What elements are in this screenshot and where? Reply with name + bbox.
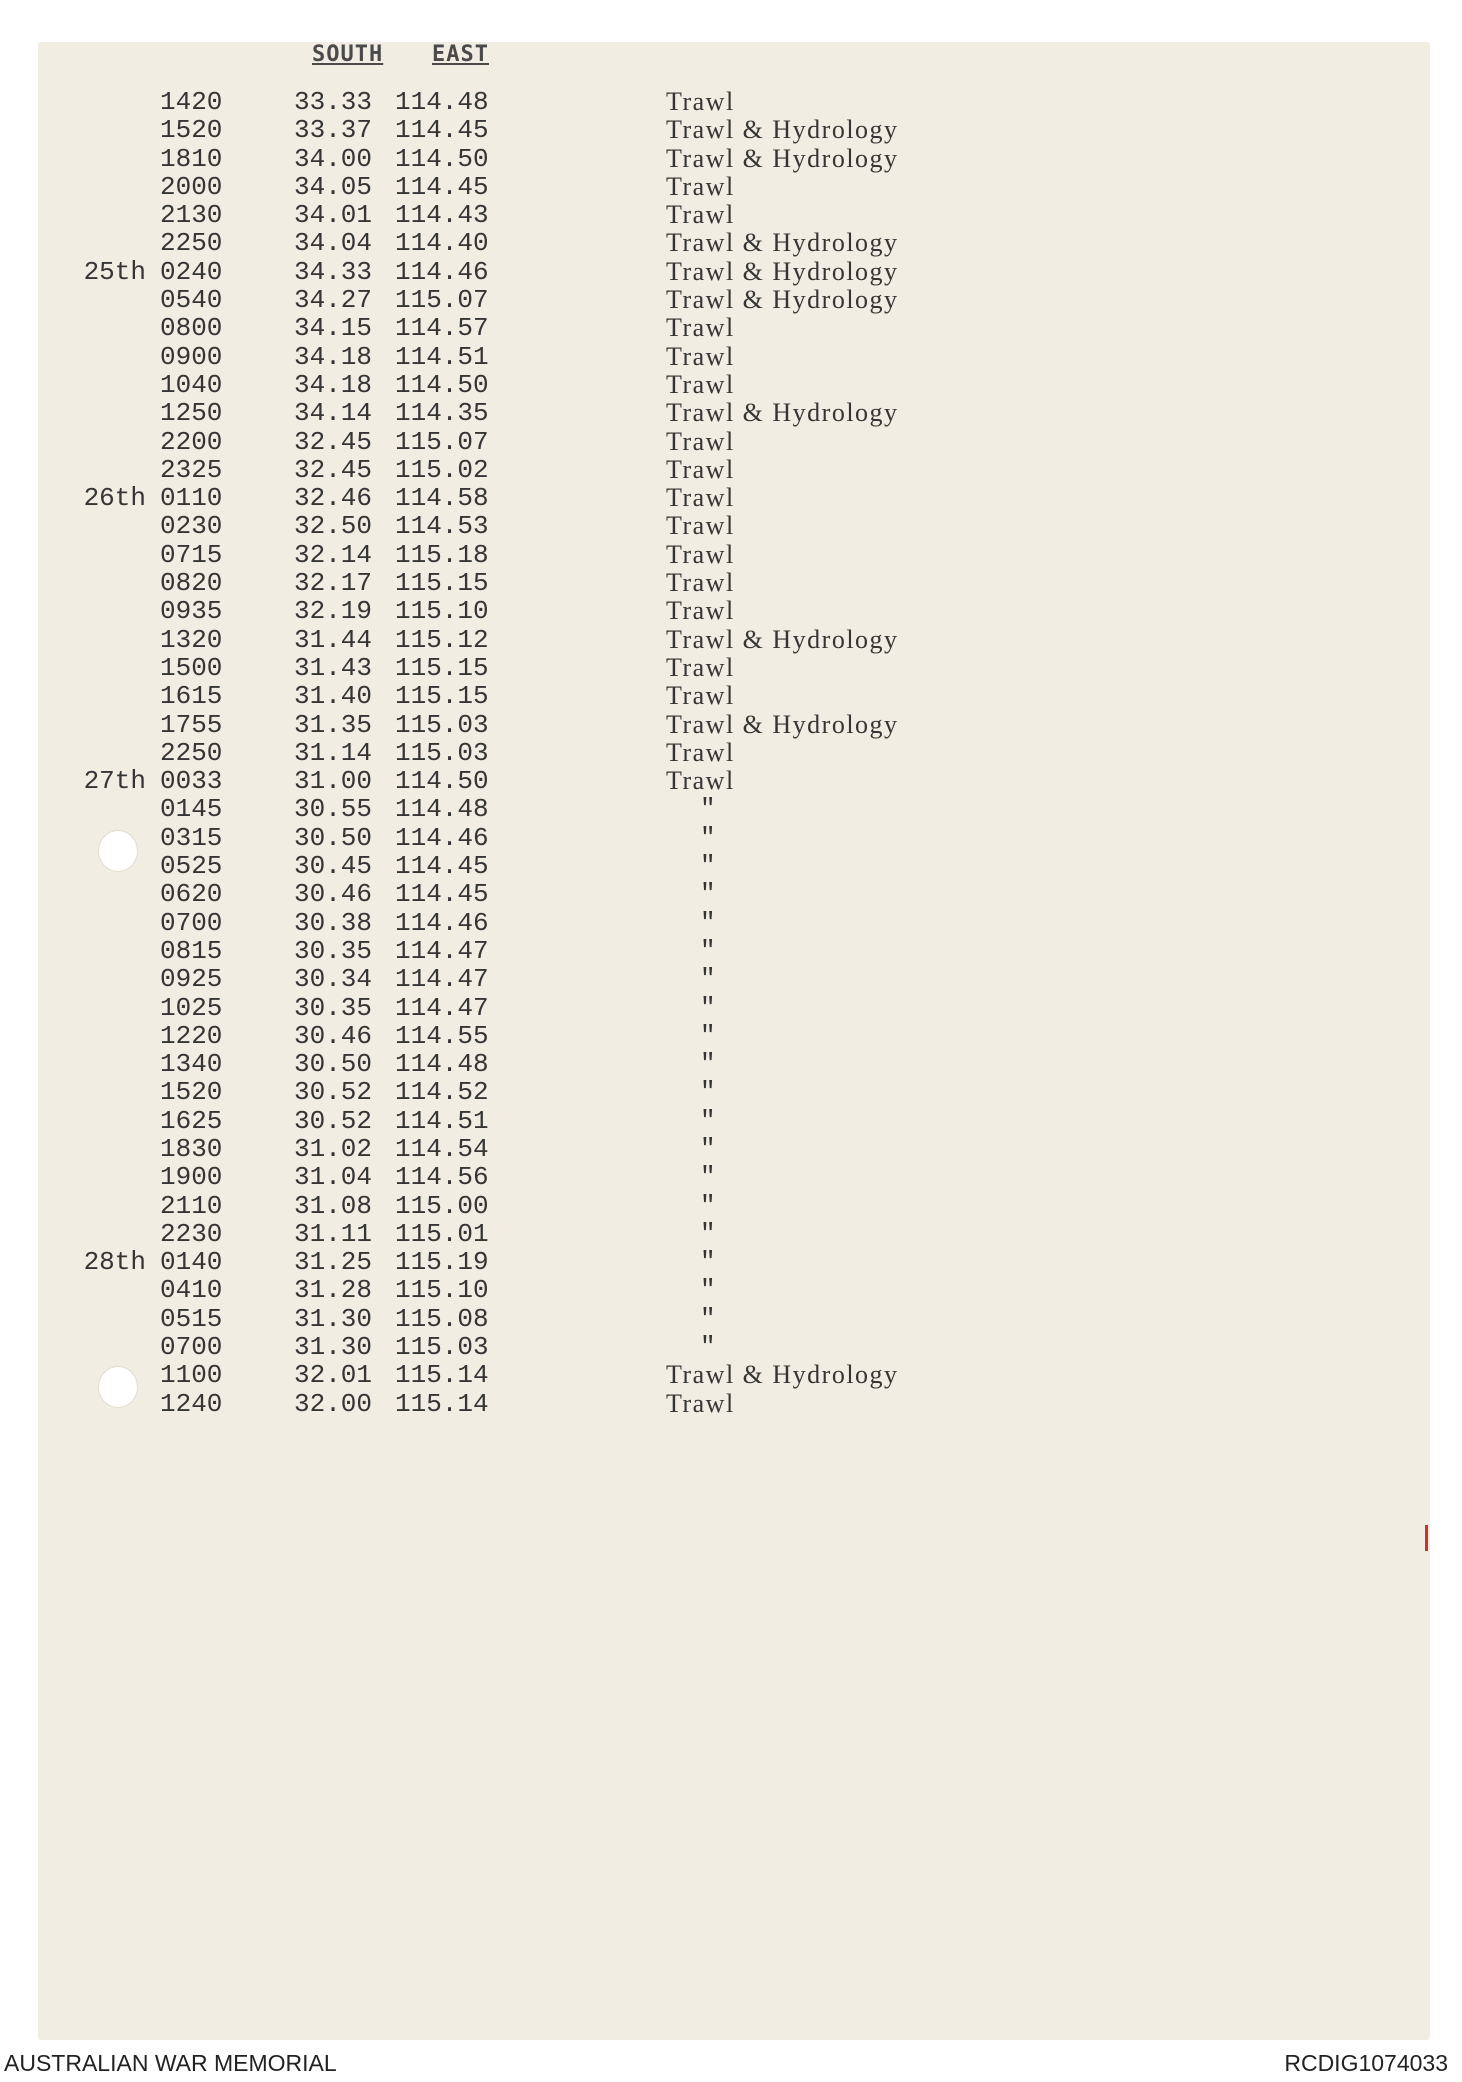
row-longitude: 115.03 xyxy=(395,737,489,768)
row-time: 0935 xyxy=(160,596,223,627)
row-latitude: 30.35 xyxy=(294,992,373,1023)
row-activity: Trawl & Hydrology xyxy=(666,624,899,654)
row-time: 0525 xyxy=(160,851,223,882)
row-activity: " xyxy=(700,1049,716,1080)
row-latitude: 32.19 xyxy=(294,596,373,627)
row-latitude: 31.02 xyxy=(294,1133,373,1164)
table-row xyxy=(0,286,1462,314)
row-time: 0620 xyxy=(160,879,223,910)
table-row xyxy=(0,371,1462,399)
row-time: 1900 xyxy=(160,1162,223,1193)
row-time: 2130 xyxy=(160,200,223,231)
row-latitude: 31.30 xyxy=(294,1303,373,1334)
table-row xyxy=(0,512,1462,540)
row-latitude: 31.11 xyxy=(294,1218,373,1249)
table-row xyxy=(0,569,1462,597)
row-activity: Trawl xyxy=(666,369,735,399)
table-row xyxy=(0,541,1462,569)
row-longitude: 114.35 xyxy=(395,398,489,429)
row-latitude: 31.44 xyxy=(294,624,373,655)
row-time: 2230 xyxy=(160,1218,223,1249)
row-time: 0515 xyxy=(160,1303,223,1334)
table-row xyxy=(0,682,1462,710)
table-row xyxy=(0,994,1462,1022)
row-longitude: 114.50 xyxy=(395,143,489,174)
row-longitude: 114.57 xyxy=(395,313,489,344)
row-latitude: 32.46 xyxy=(294,483,373,514)
row-latitude: 30.46 xyxy=(294,879,373,910)
row-longitude: 115.03 xyxy=(395,709,489,740)
row-activity: " xyxy=(700,1077,716,1108)
row-activity: Trawl & Hydrology xyxy=(666,398,899,428)
table-row xyxy=(0,597,1462,625)
row-latitude: 30.46 xyxy=(294,1020,373,1051)
table-row xyxy=(0,1333,1462,1361)
row-time: 1420 xyxy=(160,87,223,117)
table-row xyxy=(0,258,1462,286)
row-activity: Trawl xyxy=(666,313,735,343)
row-latitude: 31.40 xyxy=(294,681,373,712)
table-row xyxy=(0,201,1462,229)
row-date: 28th xyxy=(83,1247,146,1278)
row-latitude: 31.25 xyxy=(294,1247,373,1278)
heading-east: EAST xyxy=(432,42,489,67)
row-time: 1250 xyxy=(160,398,223,429)
row-longitude: 114.52 xyxy=(395,1077,489,1108)
row-longitude: 115.00 xyxy=(395,1190,489,1221)
row-longitude: 115.07 xyxy=(395,426,489,457)
row-latitude: 31.30 xyxy=(294,1332,373,1363)
row-longitude: 114.43 xyxy=(395,200,489,231)
row-activity: Trawl xyxy=(666,681,735,711)
row-time: 1320 xyxy=(160,624,223,655)
row-time: 0110 xyxy=(160,483,223,514)
row-time: 1500 xyxy=(160,652,223,683)
row-longitude: 115.15 xyxy=(395,681,489,712)
row-latitude: 31.14 xyxy=(294,737,373,768)
row-longitude: 115.08 xyxy=(395,1303,489,1334)
table-row xyxy=(0,314,1462,342)
row-latitude: 30.38 xyxy=(294,907,373,938)
row-longitude: 114.50 xyxy=(395,369,489,400)
row-activity: Trawl xyxy=(666,766,735,796)
table-row xyxy=(0,1078,1462,1106)
table-row xyxy=(0,795,1462,823)
row-time: 1520 xyxy=(160,1077,223,1108)
row-latitude: 34.05 xyxy=(294,171,373,202)
row-latitude: 34.27 xyxy=(294,285,373,316)
row-activity: Trawl xyxy=(666,539,735,569)
row-longitude: 114.50 xyxy=(395,766,489,797)
row-latitude: 34.18 xyxy=(294,369,373,400)
row-longitude: 114.55 xyxy=(395,1020,489,1051)
table-row xyxy=(0,428,1462,456)
row-activity: Trawl xyxy=(666,454,735,484)
row-activity: Trawl xyxy=(666,1388,735,1418)
row-activity: Trawl & Hydrology xyxy=(666,256,899,286)
row-time: 0700 xyxy=(160,907,223,938)
table-row xyxy=(0,484,1462,512)
row-activity: Trawl & Hydrology xyxy=(666,143,899,173)
row-latitude: 32.45 xyxy=(294,454,373,485)
row-time: 2250 xyxy=(160,228,223,259)
row-time: 0240 xyxy=(160,256,223,287)
row-longitude: 115.15 xyxy=(395,568,489,599)
table-row xyxy=(0,145,1462,173)
row-longitude: 115.18 xyxy=(395,539,489,570)
row-activity: " xyxy=(700,1332,716,1363)
row-activity: " xyxy=(700,851,716,882)
row-activity: Trawl xyxy=(666,568,735,598)
row-latitude: 32.14 xyxy=(294,539,373,570)
row-longitude: 115.10 xyxy=(395,596,489,627)
row-latitude: 34.01 xyxy=(294,200,373,231)
row-longitude: 114.47 xyxy=(395,964,489,995)
row-time: 1040 xyxy=(160,369,223,400)
row-activity: " xyxy=(700,1303,716,1334)
row-activity: " xyxy=(700,1133,716,1164)
row-latitude: 32.50 xyxy=(294,511,373,542)
row-time: 0925 xyxy=(160,964,223,995)
row-latitude: 30.34 xyxy=(294,964,373,995)
row-latitude: 32.00 xyxy=(294,1388,373,1419)
row-latitude: 31.08 xyxy=(294,1190,373,1221)
table-row xyxy=(0,343,1462,371)
table-row xyxy=(0,1305,1462,1333)
row-activity: " xyxy=(700,1247,716,1278)
table-row xyxy=(0,1107,1462,1135)
row-longitude: 115.01 xyxy=(395,1218,489,1249)
log-table xyxy=(0,88,1462,1418)
row-date: 26th xyxy=(83,483,146,514)
edge-mark xyxy=(1425,1525,1428,1551)
row-longitude: 115.14 xyxy=(395,1360,489,1391)
row-latitude: 32.17 xyxy=(294,568,373,599)
row-longitude: 115.02 xyxy=(395,454,489,485)
row-longitude: 114.58 xyxy=(395,483,489,514)
row-latitude: 30.50 xyxy=(294,822,373,853)
row-time: 1340 xyxy=(160,1049,223,1080)
row-longitude: 115.10 xyxy=(395,1275,489,1306)
row-activity: Trawl & Hydrology xyxy=(666,709,899,739)
row-latitude: 31.04 xyxy=(294,1162,373,1193)
row-longitude: 114.48 xyxy=(395,87,489,117)
row-latitude: 31.28 xyxy=(294,1275,373,1306)
table-row xyxy=(0,1192,1462,1220)
table-row xyxy=(0,1390,1462,1418)
table-row xyxy=(0,739,1462,767)
table-row xyxy=(0,1022,1462,1050)
table-row xyxy=(0,1248,1462,1276)
row-latitude: 30.52 xyxy=(294,1077,373,1108)
row-time: 1615 xyxy=(160,681,223,712)
row-activity: Trawl & Hydrology xyxy=(666,1360,899,1390)
row-activity: " xyxy=(700,822,716,853)
row-longitude: 114.54 xyxy=(395,1133,489,1164)
row-activity: " xyxy=(700,907,716,938)
row-activity: Trawl xyxy=(666,87,735,116)
row-latitude: 32.45 xyxy=(294,426,373,457)
row-longitude: 114.48 xyxy=(395,794,489,825)
row-date: 25th xyxy=(83,256,146,287)
table-row xyxy=(0,229,1462,257)
footer-institution: AUSTRALIAN WAR MEMORIAL xyxy=(4,2050,337,2076)
row-time: 1810 xyxy=(160,143,223,174)
row-activity: Trawl xyxy=(666,483,735,513)
row-longitude: 114.45 xyxy=(395,879,489,910)
table-row xyxy=(0,1220,1462,1248)
row-time: 1755 xyxy=(160,709,223,740)
row-latitude: 34.04 xyxy=(294,228,373,259)
row-time: 2000 xyxy=(160,171,223,202)
row-activity: " xyxy=(700,879,716,910)
row-time: 0800 xyxy=(160,313,223,344)
row-activity: " xyxy=(700,1275,716,1306)
row-activity: Trawl xyxy=(666,652,735,682)
row-longitude: 114.46 xyxy=(395,907,489,938)
heading-south: SOUTH xyxy=(312,42,384,67)
row-activity: Trawl & Hydrology xyxy=(666,228,899,258)
row-time: 0820 xyxy=(160,568,223,599)
row-time: 0140 xyxy=(160,1247,223,1278)
row-longitude: 114.40 xyxy=(395,228,489,259)
row-time: 1240 xyxy=(160,1388,223,1419)
row-time: 1220 xyxy=(160,1020,223,1051)
row-longitude: 114.45 xyxy=(395,171,489,202)
table-row xyxy=(0,116,1462,144)
row-activity: " xyxy=(700,992,716,1023)
row-longitude: 114.46 xyxy=(395,256,489,287)
table-row xyxy=(0,937,1462,965)
table-row xyxy=(0,173,1462,201)
footer-record-id: RCDIG1074033 xyxy=(1284,2050,1448,2076)
row-activity: Trawl xyxy=(666,596,735,626)
footer-bar xyxy=(0,2042,1462,2082)
row-latitude: 34.14 xyxy=(294,398,373,429)
row-longitude: 114.46 xyxy=(395,822,489,853)
table-row xyxy=(0,399,1462,427)
row-time: 2200 xyxy=(160,426,223,457)
row-time: 0033 xyxy=(160,766,223,797)
table-row xyxy=(0,965,1462,993)
row-activity: Trawl xyxy=(666,426,735,456)
table-row xyxy=(0,1050,1462,1078)
row-longitude: 114.48 xyxy=(395,1049,489,1080)
row-time: 0540 xyxy=(160,285,223,316)
row-longitude: 114.47 xyxy=(395,992,489,1023)
row-date: 27th xyxy=(83,766,146,797)
row-time: 2110 xyxy=(160,1190,223,1221)
row-longitude: 114.51 xyxy=(395,1105,489,1136)
table-row xyxy=(0,456,1462,484)
table-row xyxy=(0,1135,1462,1163)
row-time: 1100 xyxy=(160,1360,223,1391)
row-time: 1625 xyxy=(160,1105,223,1136)
row-time: 1025 xyxy=(160,992,223,1023)
table-row xyxy=(0,824,1462,852)
row-longitude: 114.53 xyxy=(395,511,489,542)
row-longitude: 115.15 xyxy=(395,652,489,683)
row-longitude: 115.03 xyxy=(395,1332,489,1363)
row-time: 0315 xyxy=(160,822,223,853)
row-longitude: 114.45 xyxy=(395,115,489,146)
row-activity: Trawl & Hydrology xyxy=(666,115,899,145)
row-time: 0230 xyxy=(160,511,223,542)
row-time: 1830 xyxy=(160,1133,223,1164)
row-activity: " xyxy=(700,794,716,825)
row-time: 2250 xyxy=(160,737,223,768)
row-activity: Trawl xyxy=(666,737,735,767)
row-latitude: 32.01 xyxy=(294,1360,373,1391)
row-activity: Trawl xyxy=(666,200,735,230)
row-time: 0700 xyxy=(160,1332,223,1363)
table-row xyxy=(0,1276,1462,1304)
table-row xyxy=(0,852,1462,880)
row-latitude: 31.43 xyxy=(294,652,373,683)
row-latitude: 31.35 xyxy=(294,709,373,740)
row-latitude: 30.45 xyxy=(294,851,373,882)
row-activity: " xyxy=(700,964,716,995)
row-longitude: 115.14 xyxy=(395,1388,489,1419)
row-activity: " xyxy=(700,1105,716,1136)
row-latitude: 34.18 xyxy=(294,341,373,372)
table-row xyxy=(0,654,1462,682)
row-latitude: 34.33 xyxy=(294,256,373,287)
row-latitude: 34.00 xyxy=(294,143,373,174)
row-longitude: 115.19 xyxy=(395,1247,489,1278)
row-time: 0900 xyxy=(160,341,223,372)
table-row xyxy=(0,767,1462,795)
row-activity: Trawl xyxy=(666,171,735,201)
row-activity: Trawl xyxy=(666,511,735,541)
table-row xyxy=(0,626,1462,654)
row-latitude: 30.35 xyxy=(294,935,373,966)
row-activity: Trawl xyxy=(666,341,735,371)
row-activity: " xyxy=(700,1218,716,1249)
row-latitude: 30.50 xyxy=(294,1049,373,1080)
row-longitude: 115.12 xyxy=(395,624,489,655)
row-longitude: 115.07 xyxy=(395,285,489,316)
row-latitude: 30.55 xyxy=(294,794,373,825)
row-time: 1520 xyxy=(160,115,223,146)
row-latitude: 33.33 xyxy=(294,87,373,117)
table-row xyxy=(0,88,1462,116)
row-latitude: 33.37 xyxy=(294,115,373,146)
row-time: 0715 xyxy=(160,539,223,570)
row-latitude: 30.52 xyxy=(294,1105,373,1136)
row-longitude: 114.56 xyxy=(395,1162,489,1193)
row-activity: " xyxy=(700,935,716,966)
row-activity: " xyxy=(700,1020,716,1051)
table-row xyxy=(0,1163,1462,1191)
table-row xyxy=(0,711,1462,739)
row-activity: " xyxy=(700,1162,716,1193)
row-time: 0815 xyxy=(160,935,223,966)
row-longitude: 114.47 xyxy=(395,935,489,966)
row-time: 0410 xyxy=(160,1275,223,1306)
table-row xyxy=(0,1361,1462,1389)
table-row xyxy=(0,880,1462,908)
row-latitude: 31.00 xyxy=(294,766,373,797)
row-longitude: 114.45 xyxy=(395,851,489,882)
row-activity: " xyxy=(700,1190,716,1221)
row-activity: Trawl & Hydrology xyxy=(666,285,899,315)
row-time: 2325 xyxy=(160,454,223,485)
row-latitude: 34.15 xyxy=(294,313,373,344)
table-row xyxy=(0,909,1462,937)
row-longitude: 114.51 xyxy=(395,341,489,372)
row-time: 0145 xyxy=(160,794,223,825)
